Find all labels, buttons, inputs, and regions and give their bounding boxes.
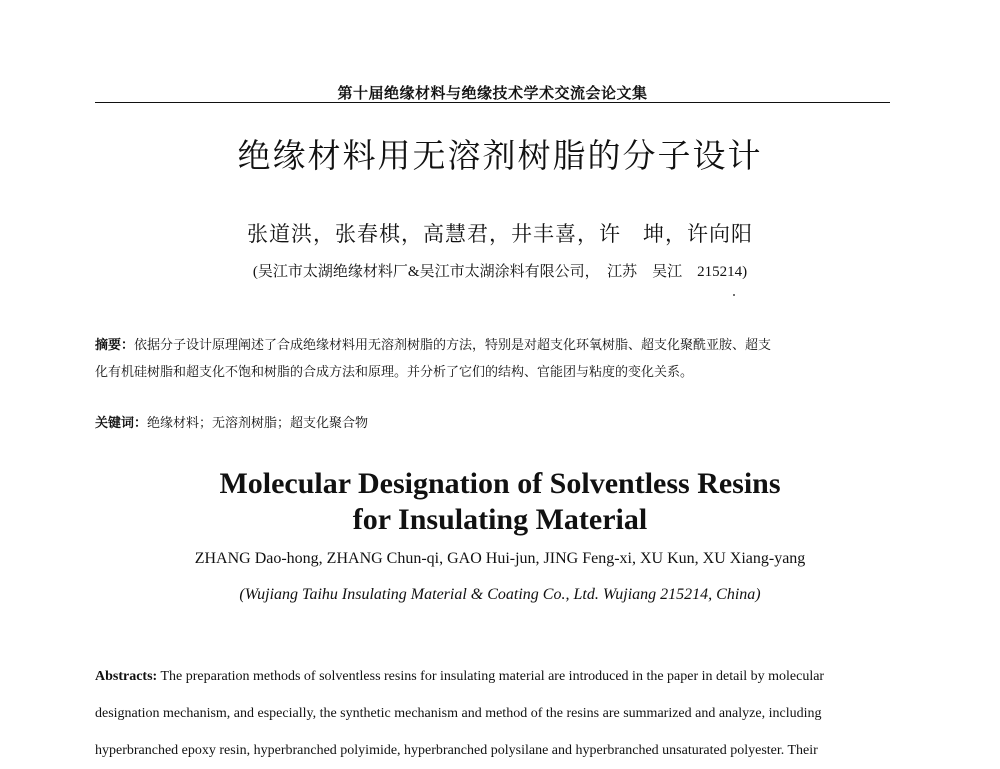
abstract-en-label: Abstracts: xyxy=(95,669,158,684)
abstract-en xyxy=(95,658,890,769)
keywords-cn-label: 关键词： xyxy=(95,416,148,431)
authors-cn: 张道洪，张春棋，高慧君，井丰喜，许 坤，许向阳 xyxy=(247,222,753,246)
abstract-cn xyxy=(95,332,890,386)
proceedings-header: 第十届绝缘材料与绝缘技术学术交流会论文集 xyxy=(337,84,648,102)
paper-title-en-line-2: for Insulating Material xyxy=(352,503,648,536)
abstract-cn-line-2: 化有机硅树脂和超支化不饱和树脂的合成方法和原理。并分析了它们的结构、官能团与粘度的变化关系。 xyxy=(95,365,694,380)
keywords-cn xyxy=(95,412,890,431)
paper-title-cn: 绝缘材料用无溶剂树脂的分子设计 xyxy=(237,136,763,175)
paper-title-en xyxy=(0,466,1000,538)
abstract-en-line-3: hyperbranched epoxy resin, hyperbranched polyimide, hyperbranched polysilane and hyperbranched unsaturated polyester. Their xyxy=(95,743,818,758)
header-rule xyxy=(95,102,890,103)
abstract-cn-line-1 xyxy=(95,332,890,359)
paper-title-en-line-1: Molecular Designation of Solventless Resins xyxy=(219,467,781,500)
keywords-cn-text: 绝缘材料；无溶剂树脂；超支化聚合物 xyxy=(147,416,369,431)
affiliation-cn: (吴江市太湖绝缘材料厂&吴江市太湖涂料有限公司， 江苏 吴江 215214) xyxy=(252,264,748,280)
affiliation-en: (Wujiang Taihu Insulating Material & Coating Co., Ltd. Wujiang 215214, China) xyxy=(239,586,761,603)
abstract-en-text-1: The preparation methods of solventless resins for insulating material are introduced in the paper in detail by molecular xyxy=(160,669,825,684)
abstract-en-line-1 xyxy=(95,658,890,695)
abstract-en-line-2: designation mechanism, and especially, the synthetic mechanism and method of the resins are summarized and analyze, including xyxy=(95,706,822,721)
speck xyxy=(733,294,735,296)
authors-en: ZHANG Dao-hong, ZHANG Chun-qi, GAO Hui-jun, JING Feng-xi, XU Kun, XU Xiang-yang xyxy=(194,550,806,567)
abstract-cn-label: 摘要： xyxy=(95,338,135,353)
abstract-cn-text-1: 依据分子设计原理阐述了合成绝缘材料用无溶剂树脂的方法，特别是对超支化环氧树脂、超支化聚酰亚胺、超支 xyxy=(134,338,772,353)
